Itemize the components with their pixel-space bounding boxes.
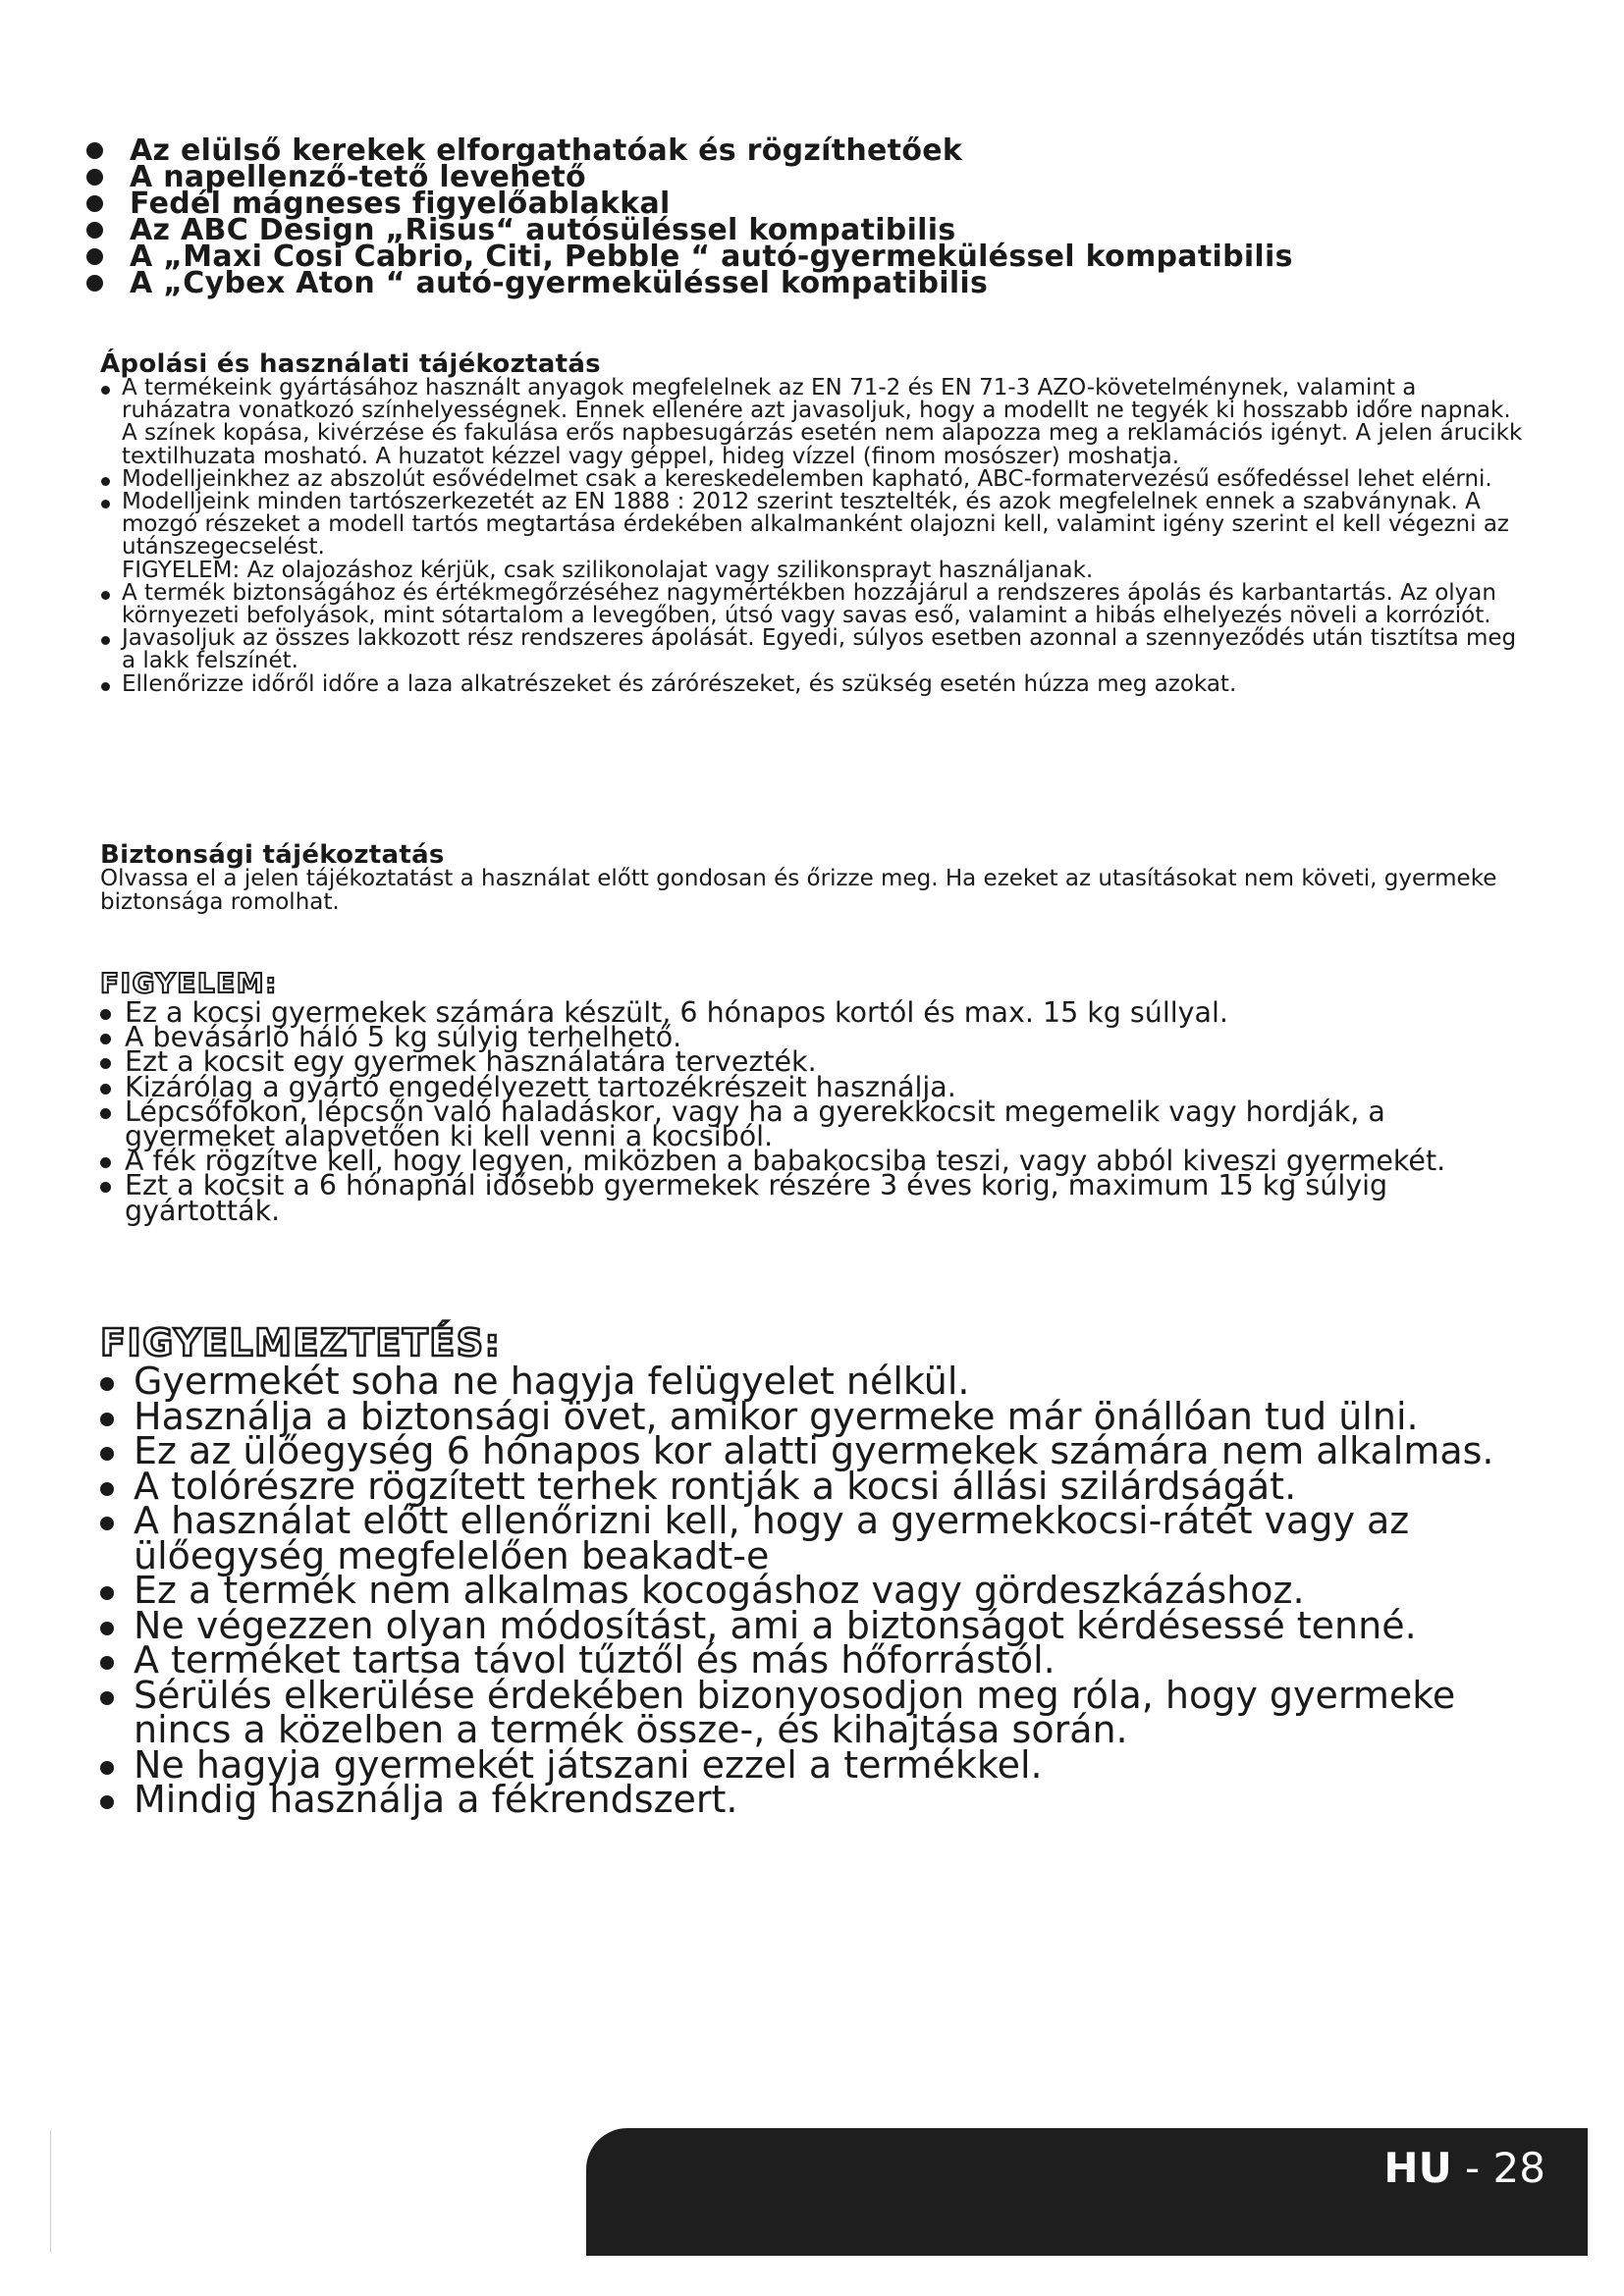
feature-item: A napellenző-tető levehető xyxy=(86,164,1510,190)
warning-section xyxy=(100,1321,1553,1821)
care-item-text: A termék biztonságához és értékmegőrzéséhez nagymértékben hozzájárul a rendszeres ápolás és karbantartás. Az olyan környezeti befolyások, mint sótartalom a levegőben, útsó vagy savas eső, valamint a hibás elhelyezés növeli a korróziót. xyxy=(122,579,1496,629)
care-item xyxy=(100,465,1524,492)
care-title: Ápolási és használati tájékoztatás xyxy=(100,349,601,379)
page-separator: - xyxy=(1451,2144,1493,2192)
care-item-text: Modelljeinkhez az abszolút esővédelmet csak a kereskedelemben kapható, ABC-formatervezésű esőfedéssel lehet elérni. xyxy=(122,465,1492,492)
care-section xyxy=(100,351,1524,696)
warning-item xyxy=(100,1778,1553,1821)
margin-rule xyxy=(50,2130,51,2253)
care-item xyxy=(100,377,1524,468)
warning-line: Ez a termék nem alkalmas kocogáshoz vagy gördeszkázáshoz. xyxy=(134,1569,1305,1612)
care-item-text: Modelljeink minden tartószerkezetét az EN 1888 : 2012 szerint tesztelték, és azok megfelelnek ennek a szabványnak. A mozgó részeket a modell tartós megtartása érdekében alkalmanként olajozni kell, valamint igény szerint el kell végezni az utánszegecselést. xyxy=(122,489,1510,561)
safety-title: Biztonsági tájékoztatás xyxy=(100,840,445,870)
attention-item: Lépcsőfokon, lépcsőn való haladáskor, vagy ha a gyerekkocsit megemelik vagy hordják, a gyermeket alapvetően ki kell venni a kocsiból. xyxy=(100,1099,1534,1148)
care-item xyxy=(100,670,1524,697)
safety-section xyxy=(100,842,1524,914)
feature-list xyxy=(86,133,1510,300)
care-item xyxy=(100,491,1524,582)
warning-line: nincs a közelben a termék össze-, és kihajtása során. xyxy=(134,1708,1128,1751)
care-item-note: FIGYELEM: Az olajozáshoz kérjük, csak szilikonolajat vagy szilikonsprayt használjanak. xyxy=(122,557,1094,583)
feature-item: A „Cybex Aton “ autó-gyermeküléssel kompatibilis xyxy=(86,270,1510,296)
warning-line: Gyermekét soha ne hagyja felügyelet nélkül. xyxy=(134,1360,970,1403)
language-code: HU xyxy=(1383,2144,1452,2192)
care-list xyxy=(100,377,1524,696)
care-item xyxy=(100,579,1524,629)
warning-line: Ez az ülőegység 6 hónapos kor alatti gyermekek számára nem alkalmas. xyxy=(134,1429,1494,1472)
warning-title: FIGYELMEZTETÉS: xyxy=(100,1321,502,1364)
attention-list xyxy=(100,996,1534,1227)
page-number: 28 xyxy=(1492,2144,1545,2192)
attention-item: Ezt a kocsit egy gyermek használatára tervezték. xyxy=(100,1049,1534,1074)
safety-text: Olvassa el a jelen tájékoztatást a használat előtt gondosan és őrizze meg. Ha ezeket az utasításokat nem követi, gyermeke biztonsága romolhat. xyxy=(100,866,1497,915)
care-item-text: A termékeink gyártásához használt anyagok megfelelnek az EN 71-2 és EN 71-3 AZO-követelménynek, valamint a ruházatra vonatkozó színhelyességnek. Ennek ellenére azt javasoljuk, hogy a modellt ne tegyék ki hosszabb időre napnak. A színek kopása, kivérzése és fakulása erős napbesugárzás esetén nem alapozza meg a reklamációs igényt. A jelen árucikk textilhuzata mosható. A huzatot kézzel vagy géppel, hideg vízzel (finom mosószer) moshatja. xyxy=(122,375,1523,469)
attention-title: FIGYELEM: xyxy=(100,967,278,999)
care-item-text: Ellenőrizze időről időre a laza alkatrészeket és zárórészeket, és szükség esetén húzza meg azokat. xyxy=(122,670,1237,697)
warning-line: Ne végezzen olyan módosítást, ami a biztonságot kérdésessé tenné. xyxy=(134,1603,1417,1647)
attention-item: A fék rögzítve kell, hogy legyen, miközben a babakocsiba teszi, vagy abból kiveszi gyermekét. xyxy=(100,1148,1534,1173)
warning-item xyxy=(100,1673,1553,1751)
warning-item xyxy=(100,1499,1553,1577)
attention-item: Ez a kocsi gyermekek számára készült, 6 hónapos kortól és max. 15 kg súllyal. xyxy=(100,1000,1534,1025)
attention-item: Ezt a kocsit a 6 hónapnál idősebb gyermekek részére 3 éves korig, maximum 15 kg súlyig gyártották. xyxy=(100,1173,1534,1222)
warning-line: Használja a biztonsági övet, amikor gyermeke már önállóan tud ülni. xyxy=(134,1394,1419,1438)
warning-line: Sérülés elkerülése érdekében bizonyosodjon meg róla, hogy gyermeke xyxy=(134,1673,1456,1717)
feature-item: Fedél mágneses figyelőablakkal xyxy=(86,190,1510,217)
feature-item: Az ABC Design „Risus“ autósüléssel kompatibilis xyxy=(86,217,1510,243)
attention-item: A bevásárló háló 5 kg súlyig terhelhető. xyxy=(100,1025,1534,1049)
warning-line: A tolórészre rögzített terhek rontják a kocsi állási szilárdságát. xyxy=(134,1464,1297,1508)
warning-line: ülőegység megfelelően beakadt-e xyxy=(134,1533,770,1577)
care-item xyxy=(100,627,1524,672)
warning-line: Mindig használja a fékrendszert. xyxy=(134,1778,738,1821)
warning-line: Ne hagyja gyermekét játszani ezzel a termékkel. xyxy=(134,1742,1043,1787)
feature-item: A „Maxi Cosi Cabrio, Citi, Pebble “ autó-gyermeküléssel kompatibilis xyxy=(86,243,1510,270)
warning-line: A terméket tartsa távol tűztől és más hőforrástól. xyxy=(134,1638,1056,1682)
page-number-label xyxy=(1383,2145,1545,2192)
warning-line: A használat előtt ellenőrizni kell, hogy a gyermekkocsi-rátét vagy az xyxy=(134,1499,1410,1542)
warning-list xyxy=(100,1360,1553,1821)
attention-item: Kizárólag a gyártó engedélyezett tartozékrészeit használja. xyxy=(100,1075,1534,1099)
care-item-text: Javasoljuk az összes lakkozott rész rendszeres ápolását. Egyedi, súlyos esetben azonnal a szennyeződés után tisztítsa meg a lakk felszínét. xyxy=(122,625,1517,674)
attention-section xyxy=(100,967,1534,1227)
feature-item: Az elülső kerekek elforgathatóak és rögzíthetőek xyxy=(86,137,1510,164)
